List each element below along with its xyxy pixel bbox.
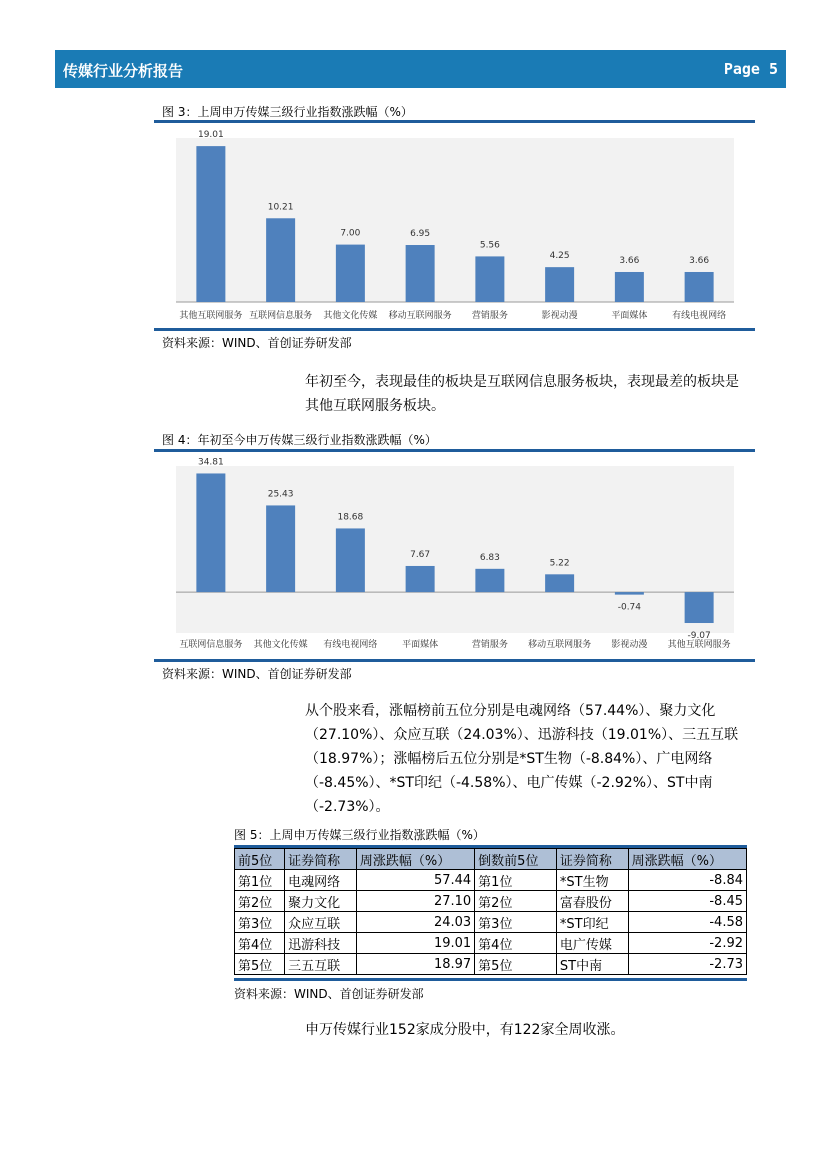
- category-label: 移动互联网服务: [388, 311, 452, 321]
- category-label: 其他文化传媒: [323, 311, 378, 321]
- data-label: -0.74: [617, 602, 642, 613]
- table-cell: 第1位: [235, 870, 285, 891]
- table-cell: 第2位: [475, 891, 557, 912]
- data-label: -9.07: [687, 631, 711, 642]
- data-label: 5.22: [549, 558, 570, 569]
- bar: [475, 256, 504, 302]
- table-cell: -2.73: [628, 954, 746, 975]
- table-cell: 第1位: [475, 870, 557, 891]
- figure5-bottom-rule: [234, 978, 747, 981]
- table-row: [235, 870, 747, 891]
- data-label: 3.66: [619, 255, 640, 266]
- category-label: 平面媒体: [611, 311, 648, 321]
- data-label: 7.00: [340, 228, 361, 239]
- table-cell: 19.01: [356, 933, 474, 954]
- figure3-chart-svg: [154, 123, 755, 328]
- figure4-bottom-rule: [154, 659, 755, 662]
- table-cell: 周涨跌幅（%）: [628, 849, 746, 870]
- category-label: 其他互联网服务: [667, 640, 731, 650]
- table-cell: 聚力文化: [285, 891, 357, 912]
- bar: [196, 473, 225, 592]
- report-header: [55, 50, 786, 88]
- table-cell: 三五互联: [285, 954, 357, 975]
- table-cell: 证券简称: [285, 849, 357, 870]
- table-cell: 57.44: [356, 870, 474, 891]
- table-cell: 前5位: [235, 849, 285, 870]
- figure5-source: 资料来源：WIND、首创证券研发部: [234, 987, 424, 1001]
- category-label: 互联网信息服务: [249, 311, 313, 321]
- data-label: 18.68: [337, 512, 364, 523]
- bar: [545, 574, 574, 592]
- bar: [685, 592, 714, 623]
- stock-ranking-table: [234, 848, 747, 975]
- category-label: 有线电视网络: [672, 311, 727, 321]
- table-cell: 证券简称: [556, 849, 628, 870]
- figure4-source: 资料来源：WIND、首创证券研发部: [162, 667, 352, 681]
- bar: [685, 272, 714, 302]
- bar: [406, 566, 435, 592]
- bar: [615, 272, 644, 302]
- data-label: 7.67: [410, 549, 431, 560]
- bar: [266, 218, 295, 302]
- page-number: Page 5: [723, 60, 778, 78]
- data-label: 5.56: [479, 240, 500, 251]
- figure3-title: 图 3：上周申万传媒三级行业指数涨跌幅（%）: [162, 105, 413, 119]
- table-cell: ST中南: [556, 954, 628, 975]
- table-cell: 27.10: [356, 891, 474, 912]
- figure3-chart: [154, 123, 755, 328]
- table-cell: -8.45: [628, 891, 746, 912]
- category-label: 其他互联网服务: [179, 311, 243, 321]
- table-cell: *ST生物: [556, 870, 628, 891]
- category-label: 影视动漫: [611, 640, 648, 650]
- table-cell: 24.03: [356, 912, 474, 933]
- figure4-chart-svg: [154, 452, 755, 659]
- table-cell: 第4位: [475, 933, 557, 954]
- table-cell: 倒数前5位: [475, 849, 557, 870]
- category-label: 平面媒体: [402, 640, 439, 650]
- category-label: 影视动漫: [541, 311, 578, 321]
- report-title: 传媒行业分析报告: [63, 62, 184, 80]
- bar: [475, 569, 504, 592]
- table-row: [235, 933, 747, 954]
- table-cell: *ST印纪: [556, 912, 628, 933]
- table-cell: 第4位: [235, 933, 285, 954]
- data-label: 6.95: [410, 229, 431, 240]
- bar: [266, 505, 295, 592]
- bar: [545, 267, 574, 302]
- figure4-chart: [154, 452, 755, 659]
- data-label: 34.81: [197, 457, 224, 468]
- plot-area: [176, 466, 734, 633]
- table-cell: 第5位: [235, 954, 285, 975]
- figure4-title: 图 4：年初至今申万传媒三级行业指数涨跌幅（%）: [162, 433, 437, 447]
- table-cell: 18.97: [356, 954, 474, 975]
- bar: [336, 528, 365, 592]
- data-label: 3.66: [689, 255, 710, 266]
- table-row: [235, 891, 747, 912]
- category-label: 其他文化传媒: [253, 640, 308, 650]
- data-label: 19.01: [197, 130, 224, 141]
- table-cell: 第3位: [475, 912, 557, 933]
- table-row: [235, 912, 747, 933]
- data-label: 6.83: [479, 552, 500, 563]
- bar: [406, 245, 435, 302]
- paragraph-stock-movers: 从个股来看，涨幅榜前五位分别是电魂网络（57.44%）、聚力文化（27.10%）、众应互联（24.03%）、迅游科技（19.01%）、三五互联（18.97%）；涨幅榜后五位分别是*ST生物（-8.84%）、广电网络（-8.45%）、*ST印纪（-4.58%）、电广传媒（-2.92%）、ST中南（-2.73%）。: [305, 703, 739, 815]
- table-cell: 迅游科技: [285, 933, 357, 954]
- category-label: 营销服务: [471, 640, 508, 650]
- table-cell: -4.58: [628, 912, 746, 933]
- table-cell: 第5位: [475, 954, 557, 975]
- table-row: [235, 954, 747, 975]
- table-cell: 众应互联: [285, 912, 357, 933]
- table-cell: 富春股份: [556, 891, 628, 912]
- category-label: 营销服务: [471, 311, 508, 321]
- data-label: 25.43: [267, 489, 294, 500]
- paragraph-constituents: 申万传媒行业152家成分股中，有122家全周收涨。: [305, 1022, 625, 1038]
- table-cell: 周涨跌幅（%）: [356, 849, 474, 870]
- paragraph-ytd-summary: 年初至今，表现最佳的板块是互联网信息服务板块，表现最差的板块是其他互联网服务板块。: [305, 374, 739, 414]
- figure5-title: 图 5：上周申万传媒三级行业指数涨跌幅（%）: [234, 828, 485, 842]
- table-cell: 第3位: [235, 912, 285, 933]
- category-label: 互联网信息服务: [179, 640, 243, 650]
- table-cell: -8.84: [628, 870, 746, 891]
- figure3-source: 资料来源：WIND、首创证券研发部: [162, 336, 352, 350]
- bar: [196, 146, 225, 302]
- bar: [615, 592, 644, 595]
- plot-area: [176, 138, 734, 302]
- category-label: 移动互联网服务: [528, 640, 592, 650]
- table-cell: 电魂网络: [285, 870, 357, 891]
- bar: [336, 245, 365, 302]
- table-cell: 电广传媒: [556, 933, 628, 954]
- category-label: 有线电视网络: [323, 640, 378, 650]
- data-label: 10.21: [267, 202, 294, 213]
- table-header-row: [235, 849, 747, 870]
- figure3-bottom-rule: [154, 328, 755, 331]
- table-cell: 第2位: [235, 891, 285, 912]
- data-label: 4.25: [549, 251, 570, 262]
- table-cell: -2.92: [628, 933, 746, 954]
